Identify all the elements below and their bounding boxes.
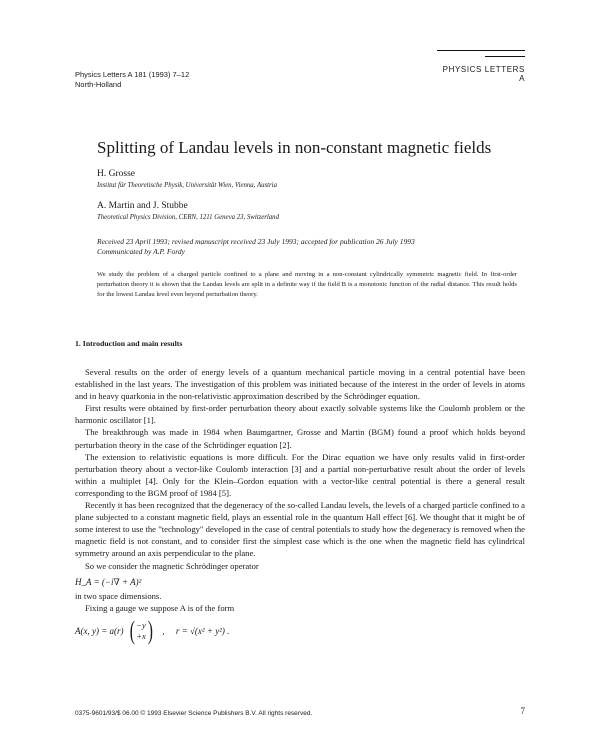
page-number: 7 (520, 706, 525, 716)
journal-citation: Physics Letters A 181 (1993) 7–12 (75, 70, 190, 79)
equation-lhs: A(x, y) = a(r) (75, 625, 124, 636)
equation-hamiltonian: H_A = (−i∇ + A)² (75, 576, 142, 587)
body-text (75, 366, 525, 648)
author-group-1 (97, 169, 277, 189)
paragraph: First results were obtained by first-order perturbation theory about exactly solvable systems like the Coulomb problem or the harmonic oscillator [1]. (75, 403, 525, 426)
publisher-location: North-Holland (75, 80, 122, 89)
publication-dates (97, 237, 415, 257)
communicated-by: Communicated by A.P. Fordy (97, 247, 185, 256)
paragraph: Recently it has been recognized that the degeneracy of the so-called Landau levels, the levels of a charged particle confined to a plane subjected to a constant magnetic field, plays an essential role in the quantum Hall effect [6]. We thought that it might be of some interest to use the "technology" developed in the case of central potentials to study how the degeneracy is removed when the magnetic field is not constant, and to consider first the simplest case which is the one when the magnetic field has cylindrical symmetry around an axis perpendicular to the plane. (75, 500, 525, 559)
vector-top: −y (136, 619, 146, 630)
journal-name: PHYSICS LETTERS A (442, 65, 525, 83)
journal-brand (437, 50, 525, 83)
right-paren: ) (147, 615, 153, 645)
paragraph: The extension to relativistic equations is more difficult. For the Dirac equation we have only results valid in first-order perturbation theory about a vector-like Coulomb interaction [3] and a partial non-perturbative result about the order of levels within a multiplet [4]. Only for the Klein–Gordon equation with a vector-like central potential is there a general result corresponding to the BGM proof of 1984 [5]. (75, 451, 525, 498)
author-group-2 (97, 201, 279, 221)
author-name: A. Martin and J. Stubbe (97, 201, 188, 211)
equation-vector-potential: A(x, y) = a(r) ( −y +x ) , r = √(x² + y²) . (75, 615, 230, 645)
paragraph: Fixing a gauge we suppose A is of the form (85, 602, 235, 613)
abstract: We study the problem of a charged particle confined to a plane and moving in a non-constant cylindrically symmetric magnetic field. In first-order perturbation theory it is shown that the Landau levels are split in a definite way if the field B is a monotonic function of the radial distance. This result holds for the lowest Landau level even beyond perturbation theory. (97, 271, 517, 298)
received-dates: Received 23 April 1993; revised manuscript received 23 July 1993; accepted for publication 26 July 1993 (97, 237, 415, 246)
column-vector (128, 615, 155, 645)
equation-rhs: r = √(x² + y²) . (175, 625, 230, 636)
journal-reference (75, 70, 189, 90)
section-heading: 1. Introduction and main results (75, 339, 183, 348)
author-affiliation: Theoretical Physics Division, CERN, 1211 Geneva 23, Switzerland (97, 214, 279, 221)
brand-rule (437, 50, 525, 51)
author-affiliation: Institut für Theoretische Physik, Universität Wien, Vienna, Austria (97, 182, 277, 189)
vector-bottom: +x (136, 630, 146, 641)
paragraph: So we consider the magnetic Schrödinger operator (85, 560, 259, 571)
paragraph: The breakthrough was made in 1984 when Baumgartner, Grosse and Martin (BGM) found a proof which holds beyond perturbation theory in the case of the Schrödinger equation [2]. (75, 427, 525, 450)
paper-title: Splitting of Landau levels in non-constant magnetic fields (97, 138, 492, 157)
paragraph-continuation: in two space dimensions. (75, 590, 162, 601)
left-paren: ( (129, 615, 135, 645)
brand-rule-short (485, 56, 525, 57)
copyright-line: 0375-9601/93/$ 06.00 © 1993 Elsevier Science Publishers B.V. All rights reserved. (75, 710, 313, 717)
author-name: H. Grosse (97, 169, 135, 179)
paragraph: Several results on the order of energy levels of a quantum mechanical particle moving in a central potential have been established in the last years. The investigation of this problem was initiated because of the interest in the order of levels in atoms and in heavy quarkonia in the non-relativistic approximation described by the Schrödinger equation. (75, 367, 525, 402)
